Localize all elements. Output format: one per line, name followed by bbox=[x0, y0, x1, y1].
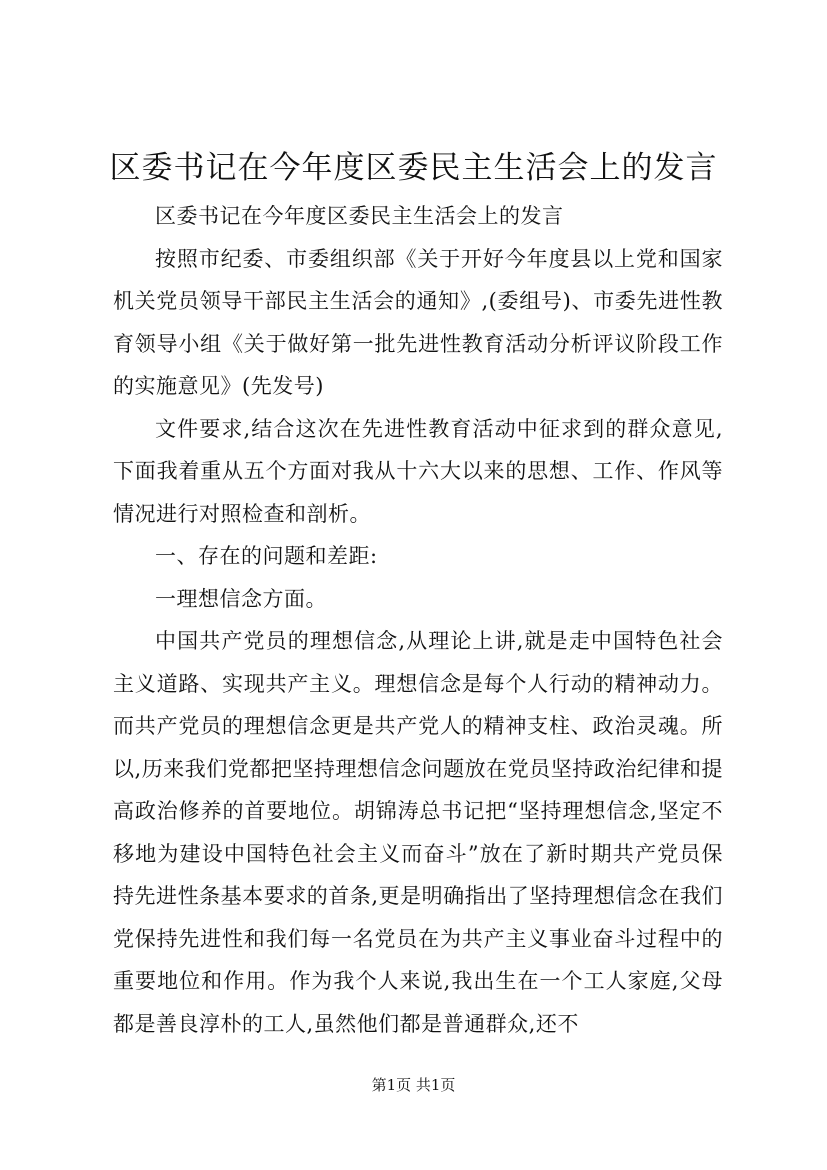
paragraph-ideals: 中国共产党员的理想信念,从理论上讲,就是走中国特色社会主义道路、实现共产主义。理想信念是每个人行动的精神动力。而共产党员的理想信念更是共产党人的精神支柱、政治灵魂。所以,历来我们党都把坚持理想信念问题放在党员坚持政治纪律和提高政治修养的首要地位。胡锦涛总书记把“坚持理想信念,坚定不移地为建设中国特色社会主义而奋斗”放在了新时期共产党员保持先进性条基本要求的首条,更是明确指出了坚持理想信念在我们党保持先进性和我们每一名党员在为共产主义事业奋斗过程中的重要地位和作用。作为我个人来说,我出生在一个工人家庭,父母都是善良淳朴的工人,虽然他们都是普通群众,还不 bbox=[113, 629, 723, 1036]
document-body bbox=[113, 195, 723, 1045]
paragraph-requirements: 文件要求,结合这次在先进性教育活动中征求到的群众意见,下面我着重从五个方面对我从十六大以来的思想、工作、作风等情况进行对照检查和剖析。 bbox=[113, 416, 723, 526]
document-title: 区委书记在今年度区委民主生活会上的发言 bbox=[109, 150, 718, 186]
page-number-footer: 第1页 共1页 bbox=[371, 1076, 456, 1094]
paragraph-subtitle: 区委书记在今年度区委民主生活会上的发言 bbox=[155, 204, 564, 228]
section-heading-problems: 一、存在的问题和差距: bbox=[155, 544, 378, 568]
subsection-heading-ideals: 一理想信念方面。 bbox=[155, 586, 327, 611]
paragraph-notice: 按照市纪委、市委组织部《关于开好今年度县以上党和国家机关党员领导干部民主生活会的通知》,(委组号)、市委先进性教育领导小组《关于做好第一批先进性教育活动分析评议阶段工作的实施意见》(先发号) bbox=[113, 246, 723, 398]
